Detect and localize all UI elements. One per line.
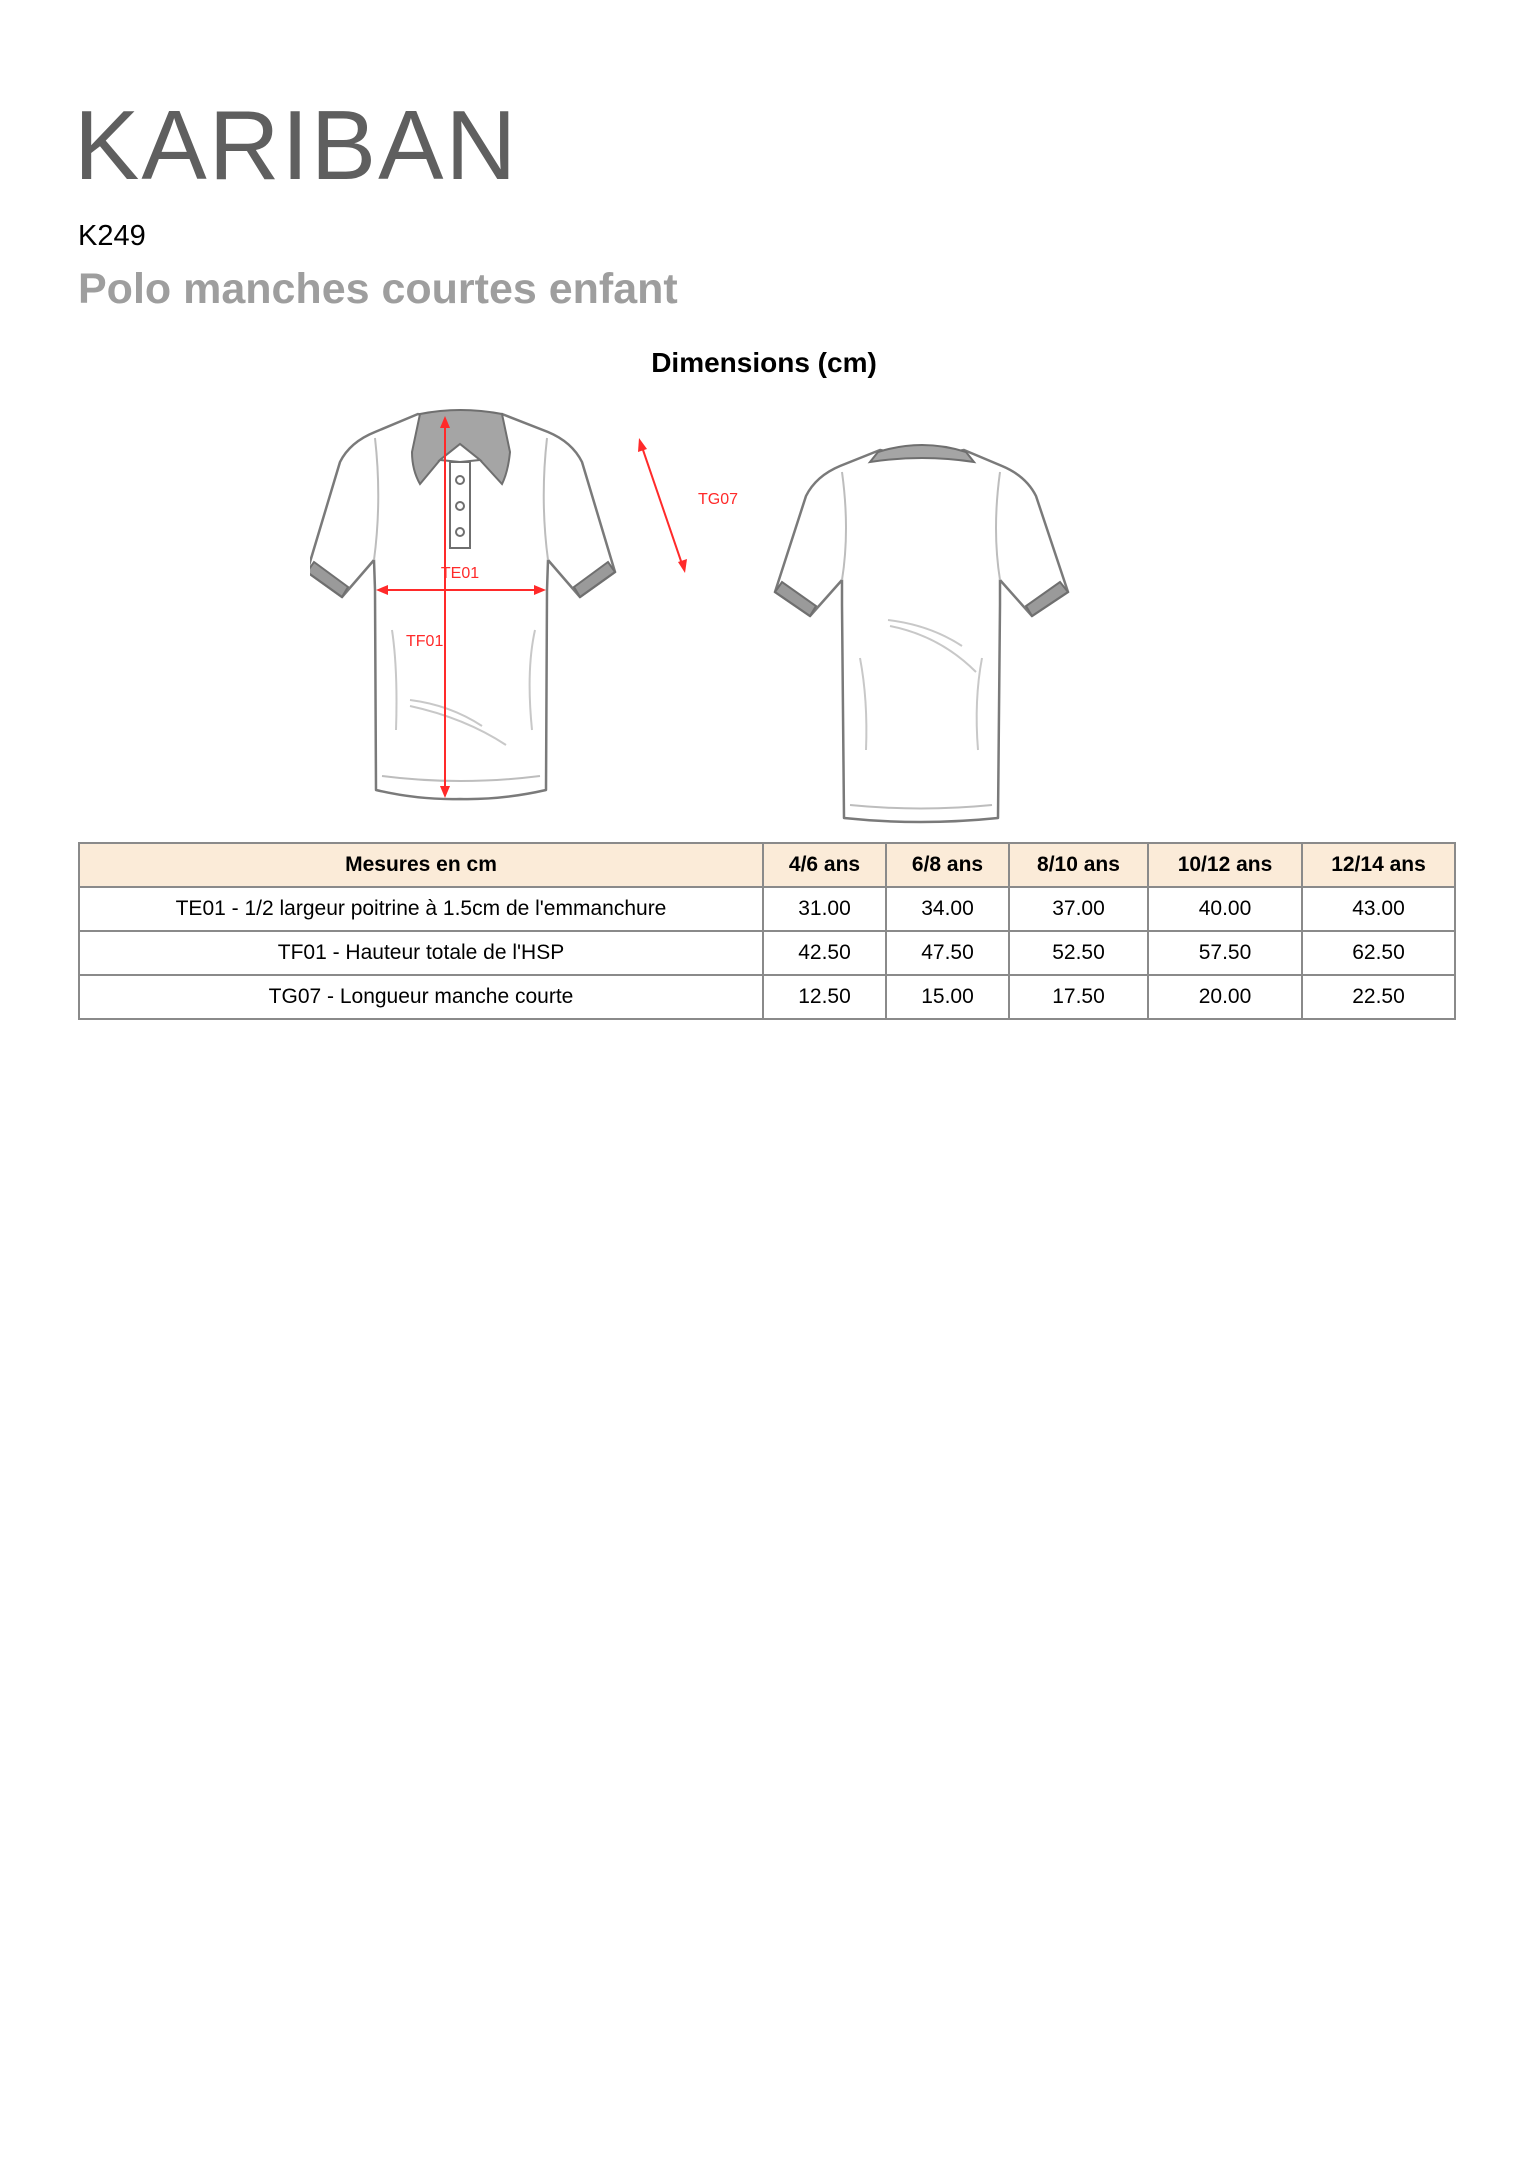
tf01-label: TF01 bbox=[406, 633, 444, 650]
table-cell: 52.50 bbox=[1009, 931, 1148, 975]
te01-label: TE01 bbox=[440, 565, 480, 582]
column-header-size: 8/10 ans bbox=[1009, 843, 1148, 887]
table-cell: 42.50 bbox=[763, 931, 886, 975]
table-cell: 37.00 bbox=[1009, 887, 1148, 931]
tg07-label: TG07 bbox=[698, 491, 739, 508]
measure-label: TE01 - 1/2 largeur poitrine à 1.5cm de l'emmanchure bbox=[79, 887, 763, 931]
table-cell: 40.00 bbox=[1148, 887, 1302, 931]
polo-back-drawing bbox=[770, 400, 1210, 830]
table-cell: 20.00 bbox=[1148, 975, 1302, 1019]
table-cell: 15.00 bbox=[886, 975, 1009, 1019]
column-header-size: 6/8 ans bbox=[886, 843, 1009, 887]
table-cell: 62.50 bbox=[1302, 931, 1455, 975]
column-header-size: 4/6 ans bbox=[763, 843, 886, 887]
table-cell: 12.50 bbox=[763, 975, 886, 1019]
table-cell: 22.50 bbox=[1302, 975, 1455, 1019]
dimensions-title: Dimensions (cm) bbox=[651, 347, 877, 378]
table-row bbox=[79, 931, 1455, 975]
table-cell: 31.00 bbox=[763, 887, 886, 931]
column-header-measure: Mesures en cm bbox=[79, 843, 763, 887]
product-reference: K249 bbox=[78, 220, 146, 252]
measure-label: TF01 - Hauteur totale de l'HSP bbox=[79, 931, 763, 975]
table-cell: 34.00 bbox=[886, 887, 1009, 931]
table-row bbox=[79, 887, 1455, 931]
table-cell: 17.50 bbox=[1009, 975, 1148, 1019]
measure-label: TG07 - Longueur manche courte bbox=[79, 975, 763, 1019]
polo-front-drawing bbox=[310, 400, 750, 830]
column-header-size: 12/14 ans bbox=[1302, 843, 1455, 887]
table-cell: 43.00 bbox=[1302, 887, 1455, 931]
table-cell: 47.50 bbox=[886, 931, 1009, 975]
table-row bbox=[79, 975, 1455, 1019]
table-cell: 57.50 bbox=[1148, 931, 1302, 975]
brand-logo: KARIBAN bbox=[74, 90, 519, 200]
column-header-size: 10/12 ans bbox=[1148, 843, 1302, 887]
table-header-row bbox=[79, 843, 1455, 887]
size-chart-table bbox=[78, 842, 1456, 1020]
product-title: Polo manches courtes enfant bbox=[78, 265, 678, 313]
